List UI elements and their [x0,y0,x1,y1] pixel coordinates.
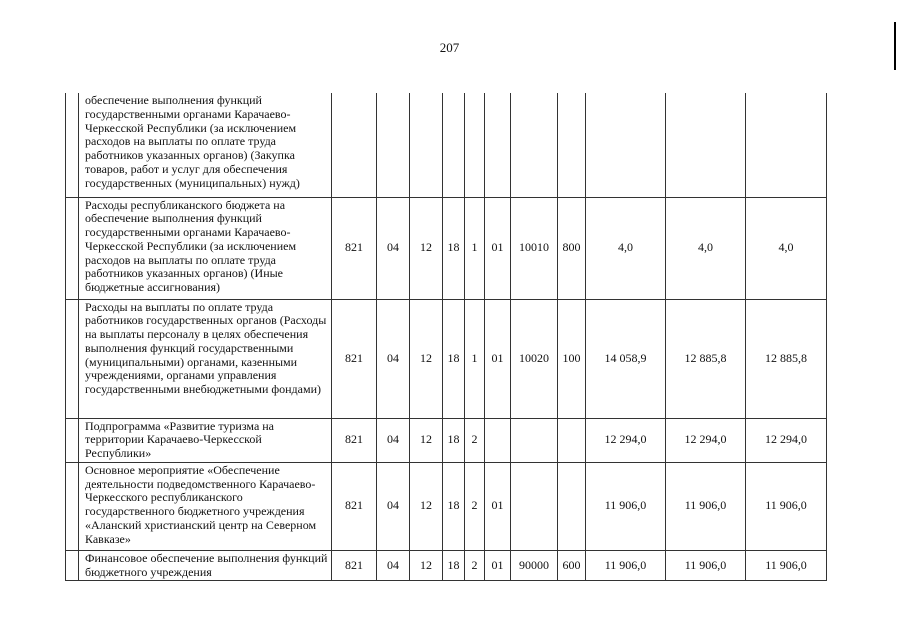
subprogram-cell: 2 [465,418,485,462]
table-row [66,93,827,197]
row-margin-cell [66,93,79,197]
row-margin-cell [66,299,79,418]
amount-2023-cell: 11 906,0 [746,462,827,550]
event-cell: 01 [485,197,511,299]
section-cell: 04 [377,299,410,418]
code-cell: 821 [332,299,377,418]
event-cell: 01 [485,550,511,581]
table-row [66,197,827,299]
code-cell: 821 [332,418,377,462]
subsection-cell: 12 [410,418,443,462]
program-cell: 18 [443,462,465,550]
description-cell: обеспечение выполнения функций государственными органами Карачаево-Черкесской Республики (за исключением расходов на выплаты по оплате труда работников указанных органов) (Закупка товаров, работ и услуг для обеспечения государственных (муниципальных) нужд) [79,93,332,197]
section-cell [377,93,410,197]
direction-cell: 10020 [511,299,558,418]
amount-2022-cell: 12 885,8 [666,299,746,418]
expense-type-cell [558,418,586,462]
subprogram-cell [465,93,485,197]
amount-2022-cell: 11 906,0 [666,550,746,581]
table-row [66,550,827,581]
table-row [66,462,827,550]
direction-cell: 10010 [511,197,558,299]
code-cell: 821 [332,550,377,581]
description-cell: Финансовое обеспечение выполнения функций бюджетного учреждения [79,550,332,581]
amount-2021-cell: 11 906,0 [586,462,666,550]
event-cell: 01 [485,462,511,550]
subsection-cell: 12 [410,550,443,581]
table-row [66,299,827,418]
page-number: 207 [439,40,460,55]
table-row [66,418,827,462]
program-cell: 18 [443,418,465,462]
section-cell: 04 [377,462,410,550]
amount-2022-cell: 11 906,0 [666,462,746,550]
section-cell: 04 [377,418,410,462]
amount-2023-cell [746,93,827,197]
subprogram-cell: 1 [465,197,485,299]
amount-2021-cell: 12 294,0 [586,418,666,462]
subsection-cell: 12 [410,462,443,550]
expense-type-cell [558,462,586,550]
row-margin-cell [66,550,79,581]
direction-cell [511,93,558,197]
program-cell [443,93,465,197]
direction-cell [511,418,558,462]
amount-2023-cell: 12 885,8 [746,299,827,418]
code-cell [332,93,377,197]
direction-cell: 90000 [511,550,558,581]
expense-type-cell [558,93,586,197]
subsection-cell: 12 [410,299,443,418]
amount-2022-cell: 4,0 [666,197,746,299]
budget-table [65,93,827,581]
amount-2023-cell: 12 294,0 [746,418,827,462]
amount-2021-cell: 11 906,0 [586,550,666,581]
section-cell: 04 [377,550,410,581]
subprogram-cell: 2 [465,550,485,581]
amount-2021-cell [586,93,666,197]
row-margin-cell [66,197,79,299]
amount-2022-cell: 12 294,0 [666,418,746,462]
scan-edge-mark [894,22,896,70]
subprogram-cell: 2 [465,462,485,550]
code-cell: 821 [332,197,377,299]
expense-type-cell: 600 [558,550,586,581]
event-cell [485,93,511,197]
amount-2021-cell: 14 058,9 [586,299,666,418]
amount-2022-cell [666,93,746,197]
description-cell: Расходы республиканского бюджета на обеспечение выполнения функций государственными органами Карачаево-Черкесской Республики (за исключением расходов на выплаты по оплате труда работников указанных органов) (Иные бюджетные ассигнования) [79,197,332,299]
subsection-cell: 12 [410,197,443,299]
subprogram-cell: 1 [465,299,485,418]
row-margin-cell [66,462,79,550]
direction-cell [511,462,558,550]
expense-type-cell: 800 [558,197,586,299]
amount-2023-cell: 11 906,0 [746,550,827,581]
description-cell: Основное мероприятие «Обеспечение деятельности подведомственного Карачаево-Черкесского республиканского государственного бюджетного учреждения «Аланский христианский центр на Северном Кавказе» [79,462,332,550]
amount-2023-cell: 4,0 [746,197,827,299]
description-cell: Подпрограмма «Развитие туризма на территории Карачаево-Черкесской Республики» [79,418,332,462]
program-cell: 18 [443,550,465,581]
row-margin-cell [66,418,79,462]
code-cell: 821 [332,462,377,550]
amount-2021-cell: 4,0 [586,197,666,299]
subsection-cell [410,93,443,197]
description-cell: Расходы на выплаты по оплате труда работников государственных органов (Расходы на выплаты персоналу в целях обеспечения выполнения функций государственными (муниципальными) органами, казенными учреждениями, органами управления государственными внебюджетными фондами) [79,299,332,418]
event-cell [485,418,511,462]
program-cell: 18 [443,197,465,299]
section-cell: 04 [377,197,410,299]
program-cell: 18 [443,299,465,418]
expense-type-cell: 100 [558,299,586,418]
event-cell: 01 [485,299,511,418]
